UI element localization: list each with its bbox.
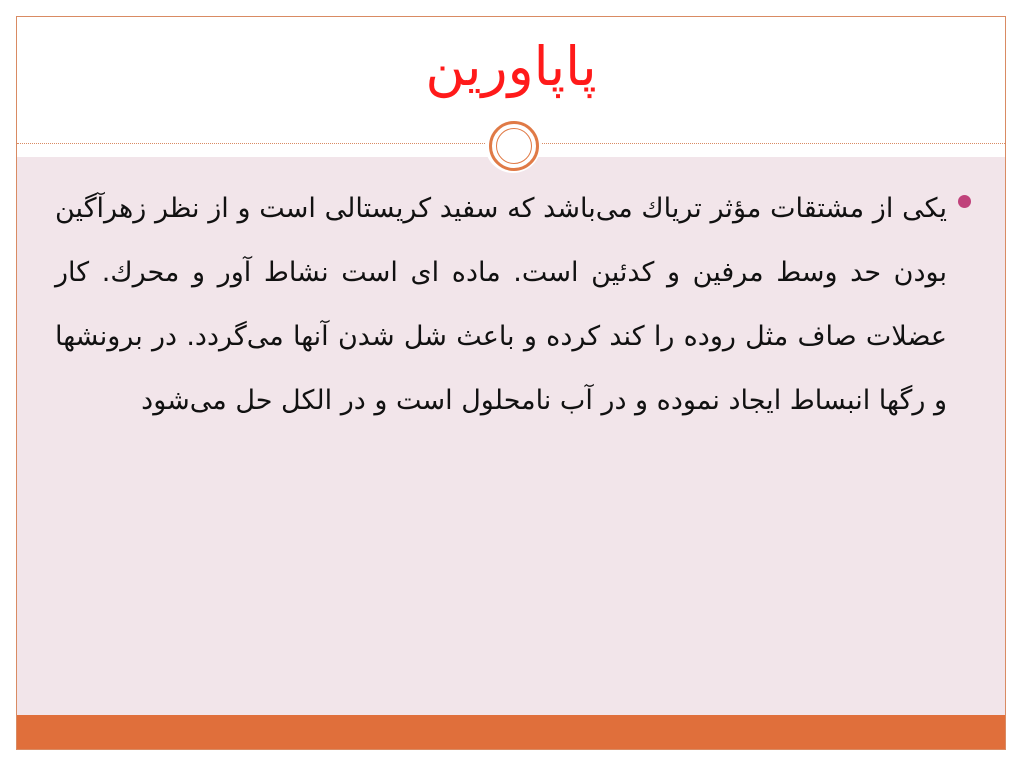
bullet-item bbox=[55, 177, 975, 433]
slide bbox=[16, 16, 1006, 750]
ornament-inner-ring bbox=[496, 128, 532, 164]
ornament-ring bbox=[489, 121, 539, 171]
bottom-accent-bar bbox=[17, 715, 1005, 749]
bullet-dot-icon bbox=[958, 195, 971, 208]
bullet-text: یکی از مشتقات مؤثر تریاك می‌باشد که سفید کریستالی است و از نظر زهرآگین بودن حد وسط مرفین و کدئین است. ماده ای است نشاط آور و محرك. کار عضلات صاف مثل روده را کند کرده و باعث شل شدن آنها می‌گردد. در برونشها و رگها انبساط ایجاد نموده و در آب نامحلول است و در الکل حل می‌شود bbox=[55, 193, 947, 416]
ring-ornament-icon bbox=[485, 117, 541, 173]
slide-title: پاپاورین bbox=[425, 35, 597, 98]
